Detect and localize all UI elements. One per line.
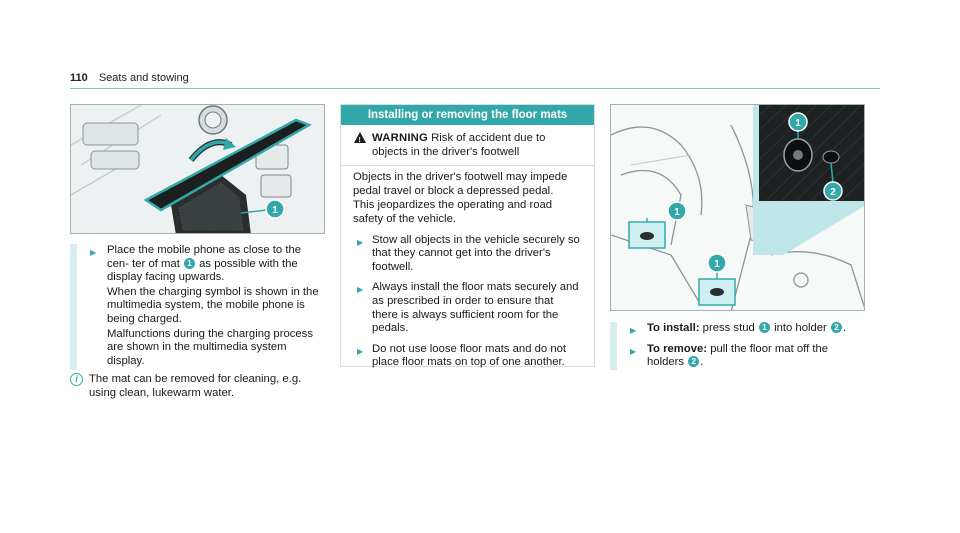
figure-callout-2: 2	[830, 187, 836, 198]
info-note	[70, 373, 325, 400]
instruction-step	[88, 244, 325, 368]
floor-mat-figure	[610, 104, 865, 311]
figure-callout-1: 1	[795, 118, 801, 129]
warning-step	[353, 281, 582, 335]
install-remove-block	[610, 322, 865, 370]
warning-paragraph: Objects in the driver's footwell may impede pedal travel or block a depressed pedal.	[353, 171, 568, 197]
install-text: press stud	[702, 322, 755, 334]
running-header	[70, 72, 189, 84]
warning-box	[341, 125, 594, 370]
callout-badge: 2	[688, 356, 699, 367]
warning-step-text: Stow all objects in the vehicle securely so that they cannot get into the driver's footwell.	[372, 233, 580, 273]
footwell-illustration	[611, 105, 865, 311]
figure-callout-1: 1	[272, 205, 278, 216]
callout-badge: 1	[759, 322, 770, 333]
warning-header	[353, 132, 582, 165]
step-malfunction: Malfunctions during the charging process are shown in the multimedia system display.	[107, 327, 313, 367]
warning-label: WARNING	[372, 132, 428, 144]
step-arrow-icon: ▶	[357, 346, 364, 356]
install-text: into holder	[774, 322, 827, 334]
figure-callout-1: 1	[714, 259, 720, 270]
remove-text: pull the floor mat off the holders	[647, 342, 829, 369]
warning-divider	[341, 165, 594, 166]
step-text: Place the mobile phone as close to the cen-	[107, 244, 302, 270]
step-text: as possible with the display	[107, 257, 298, 284]
remove-label: To remove:	[647, 342, 708, 355]
step-arrow-icon: ▶	[357, 237, 364, 247]
right-text-column	[610, 322, 865, 370]
warning-step	[353, 234, 582, 275]
step-arrow-icon: ▶	[630, 346, 637, 356]
figure-callout-1: 1	[674, 207, 680, 218]
callout-badge: 1	[184, 258, 195, 269]
console-illustration	[71, 105, 325, 234]
install-label: To install:	[647, 322, 700, 334]
warning-paragraph: This jeopardizes the operating and road safety of the vehicle.	[353, 199, 553, 225]
warning-step	[353, 343, 582, 370]
warning-step-text: Always install the floor mats securely and as prescribed in order to ensure that there is always sufficient room for the pedals.	[372, 281, 579, 335]
install-step	[628, 322, 865, 336]
instruction-block	[70, 244, 325, 370]
info-icon: i	[70, 373, 83, 386]
warning-step-text: Do not use loose floor mats and do not place floor mats on top of one another.	[372, 342, 567, 369]
remove-step	[628, 343, 865, 370]
note-text: The mat can be removed for cleaning, e.g. using clean, lukewarm water.	[89, 373, 302, 399]
step-arrow-icon: ▶	[630, 326, 637, 335]
step-arrow-icon: ▶	[357, 285, 364, 295]
step-result: When the charging symbol is shown in the multimedia system, the mobile phone is being charged.	[107, 285, 319, 325]
warning-title: Risk of accident due to objects in the driver's footwell	[372, 132, 546, 158]
step-text: facing upwards.	[145, 271, 225, 284]
section-heading: Installing or removing the floor mats	[341, 105, 594, 125]
install-text: .	[842, 322, 847, 334]
floor-mats-section	[340, 104, 595, 367]
callout-badge: 2	[831, 322, 842, 333]
remove-text: .	[700, 356, 704, 369]
warning-triangle-icon	[354, 132, 366, 143]
left-text-column	[70, 244, 325, 401]
section-title: Seats and stowing	[98, 72, 189, 84]
page-number: 110	[70, 72, 88, 84]
warning-body	[353, 171, 582, 226]
header-rule	[70, 88, 880, 89]
step-arrow-icon: ▶	[90, 248, 97, 257]
step-text: ter of mat	[132, 257, 180, 270]
charging-mat-figure	[70, 104, 325, 234]
